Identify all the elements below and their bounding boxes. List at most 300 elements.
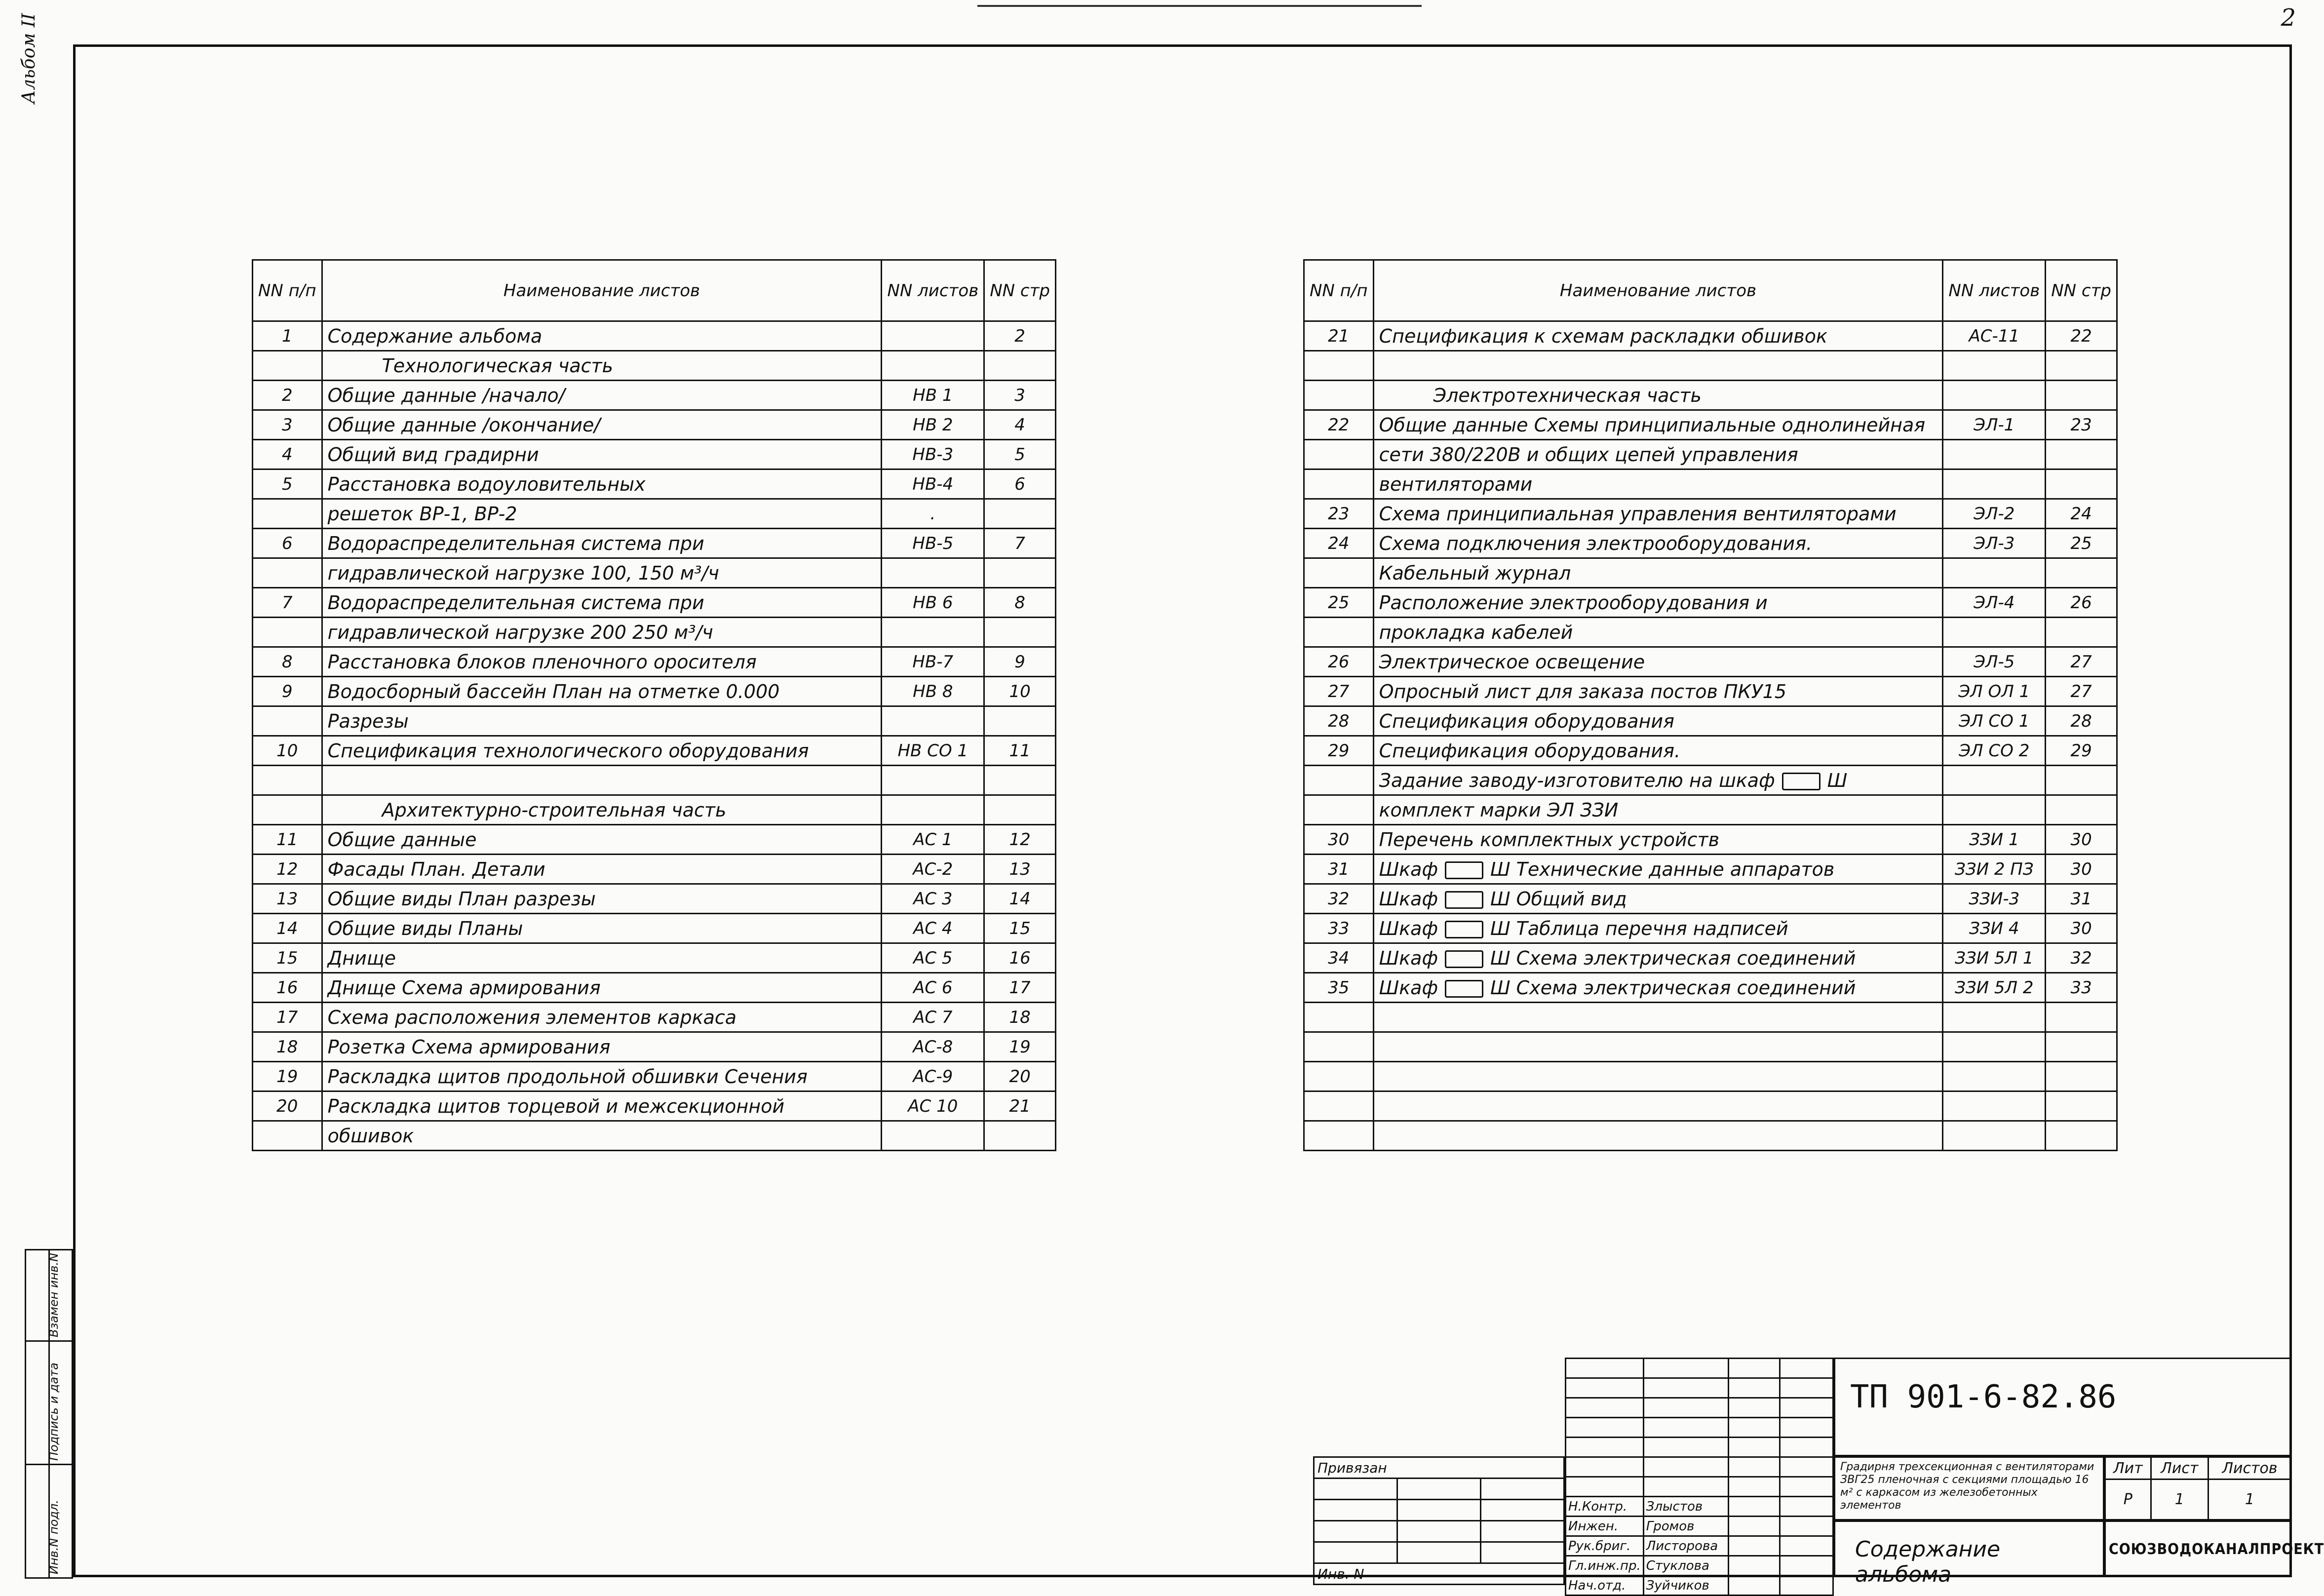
table-row: [1304, 706, 2117, 736]
row-page: 9: [984, 647, 1056, 677]
row-name: Спецификация оборудования.: [1373, 736, 1943, 766]
signature-cell: [1780, 1418, 1833, 1438]
table-row: [1304, 588, 2117, 618]
organization-name: СОЮЗВОДОКАНАЛПРОЕКТ: [2104, 1520, 2292, 1577]
row-sheet-code: [1943, 1121, 2046, 1151]
row-number: [1304, 1121, 1374, 1151]
signature-name: Громов: [1643, 1517, 1728, 1536]
row-number: 15: [253, 943, 322, 973]
table-row: [1304, 855, 2117, 884]
signature-name: Зуйчиков: [1643, 1576, 1728, 1596]
row-number: 25: [1304, 588, 1374, 618]
row-page: 8: [984, 588, 1056, 618]
row-page: 6: [984, 469, 1056, 499]
row-number: 24: [1304, 529, 1374, 558]
row-sheet-code: АС 4: [882, 914, 984, 943]
row-page: 30: [2046, 914, 2117, 943]
signature-cell: [1643, 1398, 1728, 1418]
contents-table-left: [252, 259, 1056, 1151]
row-page: 26: [2046, 588, 2117, 618]
row-name: Фасады План. Детали: [322, 855, 882, 884]
signature-row: [1566, 1457, 1833, 1477]
row-name: Водосборный бассейн План на отметке 0.000: [322, 677, 882, 706]
row-page: 4: [984, 410, 1056, 440]
row-sheet-code: [1943, 469, 2046, 499]
row-sheet-code: АС 5: [882, 943, 984, 973]
row-name: Раскладка щитов торцевой и межсекционной: [322, 1091, 882, 1121]
row-number: 21: [1304, 321, 1374, 351]
table-row: [253, 795, 1056, 825]
row-name: [1373, 1003, 1943, 1032]
row-name: гидравлической нагрузке 100, 150 м³/ч: [322, 558, 882, 588]
row-sheet-code: [1943, 1062, 2046, 1091]
row-sheet-code: НВ 2: [882, 410, 984, 440]
row-name: Шкаф Ш Технические данные аппаратов: [1373, 855, 1943, 884]
table-row: [1304, 795, 2117, 825]
row-sheet-code: НВ-7: [882, 647, 984, 677]
document-subtitle: Содержание альбома: [1834, 1520, 2104, 1577]
row-page: [984, 618, 1056, 647]
row-page: 2: [984, 321, 1056, 351]
header-num: NN п/п: [253, 260, 322, 321]
row-sheet-code: ЭЛ-1: [1943, 410, 2046, 440]
row-name: Розетка Схема армирования: [322, 1032, 882, 1062]
row-sheet-code: ЭЛ-5: [1943, 647, 2046, 677]
row-sheet-code: НВ-5: [882, 529, 984, 558]
row-number: 18: [253, 1032, 322, 1062]
signature-name: Стуклова: [1643, 1556, 1728, 1576]
row-number: 11: [253, 825, 322, 855]
row-name: [1373, 1091, 1943, 1121]
signature-cell: [1780, 1359, 1833, 1378]
row-page: [2046, 469, 2117, 499]
table-row: [1304, 766, 2117, 795]
row-number: [1304, 766, 1374, 795]
row-number: [1304, 381, 1374, 410]
row-name: [1373, 1062, 1943, 1091]
header-name: Наименование листов: [1373, 260, 1943, 321]
row-page: 30: [2046, 855, 2117, 884]
signature-cell: [1780, 1477, 1833, 1497]
row-number: 5: [253, 469, 322, 499]
row-sheet-code: [882, 706, 984, 736]
row-sheet-code: ЭЛ ОЛ 1: [1943, 677, 2046, 706]
header-num: NN п/п: [1304, 260, 1374, 321]
signature-row: [1566, 1497, 1833, 1517]
document-description: Градирня трехсекционная с вентиляторами ЗВГ25 пленочная с секциями площадью 16 м² с каркасом из железобетонных элементов: [1834, 1456, 2104, 1520]
table-row: [253, 529, 1056, 558]
table-row: [253, 351, 1056, 381]
table-row: [1304, 1091, 2117, 1121]
row-sheet-code: [1943, 440, 2046, 469]
row-name: Схема принципиальная управления вентиляторами: [1373, 499, 1943, 529]
row-name: Схема расположения элементов каркаса: [322, 1003, 882, 1032]
row-number: 34: [1304, 943, 1374, 973]
row-name: Общие данные /начало/: [322, 381, 882, 410]
row-number: 31: [1304, 855, 1374, 884]
row-sheet-code: ЭЛ СО 2: [1943, 736, 2046, 766]
signature-cell: [1780, 1398, 1833, 1418]
row-page: [2046, 351, 2117, 381]
table-row: [253, 469, 1056, 499]
header-pages: NN стр: [984, 260, 1056, 321]
row-number: 16: [253, 973, 322, 1003]
row-name: Схема подключения электрооборудования.: [1373, 529, 1943, 558]
signature-cell: [1780, 1378, 1833, 1398]
row-page: 27: [2046, 647, 2117, 677]
row-sheet-code: [1943, 1003, 2046, 1032]
table-row: [253, 914, 1056, 943]
row-number: 14: [253, 914, 322, 943]
row-number: [253, 558, 322, 588]
side-strip: [25, 1249, 73, 1577]
signature-cell: [1780, 1497, 1833, 1517]
table-row: [253, 381, 1056, 410]
row-page: 30: [2046, 825, 2117, 855]
table-row: [253, 766, 1056, 795]
row-sheet-code: ЭЛ-2: [1943, 499, 2046, 529]
row-page: 27: [2046, 677, 2117, 706]
row-name: Перечень комплектных устройств: [1373, 825, 1943, 855]
table-row: [1304, 1032, 2117, 1062]
row-name: Технологическая часть: [322, 351, 882, 381]
row-number: 19: [253, 1062, 322, 1091]
table-row: [1304, 1003, 2117, 1032]
side-cell-sign-date: Подпись и дата: [49, 1341, 73, 1465]
row-page: [2046, 558, 2117, 588]
row-sheet-code: АС-9: [882, 1062, 984, 1091]
signature-row: [1566, 1517, 1833, 1536]
sheet-label: Лист: [2151, 1457, 2208, 1479]
cabinet-box-symbol: [1445, 861, 1483, 879]
signature-cell: [1728, 1576, 1780, 1596]
row-page: [2046, 766, 2117, 795]
row-sheet-code: АС 7: [882, 1003, 984, 1032]
row-name: Спецификация технологического оборудования: [322, 736, 882, 766]
signature-cell: [1566, 1457, 1644, 1477]
row-name: Разрезы: [322, 706, 882, 736]
signature-role: Рук.бриг.: [1566, 1536, 1644, 1556]
signature-cell: [1728, 1378, 1780, 1398]
row-page: 22: [2046, 321, 2117, 351]
row-number: [1304, 618, 1374, 647]
header-sheets: NN листов: [1943, 260, 2046, 321]
row-sheet-code: АС 1: [882, 825, 984, 855]
side-cell: [26, 1465, 49, 1578]
row-name: Общие данные Схемы принципиальные однолинейная: [1373, 410, 1943, 440]
signature-row: [1566, 1556, 1833, 1576]
table-row: [253, 1062, 1056, 1091]
table-row: [1304, 884, 2117, 914]
row-page: [984, 558, 1056, 588]
table-row: [253, 588, 1056, 618]
table-header: [253, 260, 1056, 321]
table-row: [1304, 825, 2117, 855]
row-number: 3: [253, 410, 322, 440]
row-page: 5: [984, 440, 1056, 469]
table-row: [1304, 973, 2117, 1003]
row-page: [2046, 381, 2117, 410]
signature-cell: [1566, 1359, 1644, 1378]
row-page: [2046, 440, 2117, 469]
row-sheet-code: [882, 321, 984, 351]
row-page: 3: [984, 381, 1056, 410]
signature-row: [1566, 1438, 1833, 1457]
table-row: [1304, 321, 2117, 351]
row-page: [984, 1121, 1056, 1151]
row-page: [984, 795, 1056, 825]
table-row: [1304, 529, 2117, 558]
row-number: 32: [1304, 884, 1374, 914]
side-cell-inv-orig: Инв.N подл.: [49, 1465, 73, 1578]
row-name: Раскладка щитов продольной обшивки Сечения: [322, 1062, 882, 1091]
row-sheet-code: ЗЗИ-3: [1943, 884, 2046, 914]
table-row: [1304, 1121, 2117, 1151]
row-sheet-code: ЭЛ-4: [1943, 588, 2046, 618]
row-page: 18: [984, 1003, 1056, 1032]
row-name: [1373, 351, 1943, 381]
row-sheet-code: [1943, 1091, 2046, 1121]
row-name: гидравлической нагрузке 200 250 м³/ч: [322, 618, 882, 647]
row-number: 33: [1304, 914, 1374, 943]
table-row: [253, 973, 1056, 1003]
row-page: 20: [984, 1062, 1056, 1091]
row-number: 22: [1304, 410, 1374, 440]
signature-cell: [1728, 1418, 1780, 1438]
table-row: [253, 736, 1056, 766]
row-name: Шкаф Ш Схема электрическая соединений: [1373, 973, 1943, 1003]
document-code: ТП 901-6-82.86: [1834, 1358, 2292, 1456]
row-name: Опросный лист для заказа постов ПКУ15: [1373, 677, 1943, 706]
row-page: [984, 499, 1056, 529]
signature-name: Листорова: [1643, 1536, 1728, 1556]
row-sheet-code: .: [882, 499, 984, 529]
table-row: [253, 440, 1056, 469]
row-number: [1304, 795, 1374, 825]
table-row: [253, 618, 1056, 647]
signature-cell: [1780, 1536, 1833, 1556]
privyazan-block: [1313, 1456, 1565, 1582]
row-page: 25: [2046, 529, 2117, 558]
sheet-corner-number: 2: [2281, 4, 2296, 32]
table-row: [1304, 440, 2117, 469]
table-row: [253, 884, 1056, 914]
row-name: решеток ВР-1, ВР-2: [322, 499, 882, 529]
table-row: [1304, 736, 2117, 766]
row-name: [1373, 1032, 1943, 1062]
table-row: [1304, 381, 2117, 410]
signatures-grid: [1565, 1358, 1834, 1596]
row-number: 10: [253, 736, 322, 766]
row-name: Архитектурно-строительная часть: [322, 795, 882, 825]
signature-cell: [1780, 1576, 1833, 1596]
row-sheet-code: ЗЗИ 1: [1943, 825, 2046, 855]
row-page: [984, 351, 1056, 381]
row-number: [1304, 1062, 1374, 1091]
lit-value: Р: [2105, 1479, 2151, 1520]
table-row: [1304, 469, 2117, 499]
row-number: [1304, 469, 1374, 499]
row-number: [253, 499, 322, 529]
signature-cell: [1728, 1359, 1780, 1378]
table-row: [1304, 914, 2117, 943]
row-page: 19: [984, 1032, 1056, 1062]
top-edge-marks: [977, 0, 1422, 7]
row-sheet-code: [1943, 618, 2046, 647]
row-sheet-code: [882, 558, 984, 588]
signature-cell: [1566, 1477, 1644, 1497]
table-row: [253, 1091, 1056, 1121]
row-name: Расстановка водоуловительных: [322, 469, 882, 499]
row-number: [253, 795, 322, 825]
table-row: [1304, 677, 2117, 706]
signature-cell: [1780, 1556, 1833, 1576]
row-number: 27: [1304, 677, 1374, 706]
row-sheet-code: [1943, 351, 2046, 381]
signature-cell: [1780, 1438, 1833, 1457]
row-sheet-code: НВ 6: [882, 588, 984, 618]
row-name: вентиляторами: [1373, 469, 1943, 499]
signature-cell: [1643, 1457, 1728, 1477]
row-number: 7: [253, 588, 322, 618]
row-page: 33: [2046, 973, 2117, 1003]
row-name: комплект марки ЭЛ ЗЗИ: [1373, 795, 1943, 825]
row-sheet-code: НВ СО 1: [882, 736, 984, 766]
album-label: Альбом II: [19, 13, 39, 104]
signature-row: [1566, 1359, 1833, 1378]
table-row: [1304, 351, 2117, 381]
signature-role: Нач.отд.: [1566, 1576, 1644, 1596]
side-cell: [26, 1341, 49, 1465]
table-row: [253, 1003, 1056, 1032]
row-sheet-code: [1943, 1032, 2046, 1062]
row-number: 8: [253, 647, 322, 677]
row-name: Шкаф Ш Схема электрическая соединений: [1373, 943, 1943, 973]
row-page: 29: [2046, 736, 2117, 766]
signature-cell: [1728, 1438, 1780, 1457]
signature-cell: [1780, 1517, 1833, 1536]
signature-row: [1566, 1536, 1833, 1556]
signature-row: [1566, 1378, 1833, 1398]
row-number: [253, 618, 322, 647]
row-page: 7: [984, 529, 1056, 558]
row-sheet-code: ЭЛ СО 1: [1943, 706, 2046, 736]
header-pages: NN стр: [2046, 260, 2117, 321]
row-page: [2046, 1091, 2117, 1121]
row-name: сети 380/220В и общих цепей управления: [1373, 440, 1943, 469]
row-sheet-code: [882, 351, 984, 381]
signature-cell: [1643, 1418, 1728, 1438]
row-name: Общие данные /окончание/: [322, 410, 882, 440]
row-page: [2046, 1032, 2117, 1062]
row-sheet-code: ЗЗИ 5Л 2: [1943, 973, 2046, 1003]
header-sheets: NN листов: [882, 260, 984, 321]
row-sheet-code: АС 6: [882, 973, 984, 1003]
row-sheet-code: ЗЗИ 5Л 1: [1943, 943, 2046, 973]
row-number: [253, 351, 322, 381]
table-row: [1304, 410, 2117, 440]
row-number: 13: [253, 884, 322, 914]
row-number: [1304, 351, 1374, 381]
row-number: [1304, 440, 1374, 469]
row-sheet-code: [882, 618, 984, 647]
row-page: 23: [2046, 410, 2117, 440]
row-name: Общие виды Планы: [322, 914, 882, 943]
row-page: 11: [984, 736, 1056, 766]
signature-role: Инжен.: [1566, 1517, 1644, 1536]
row-name: Общий вид градирни: [322, 440, 882, 469]
row-sheet-code: АС-8: [882, 1032, 984, 1062]
row-sheet-code: [1943, 766, 2046, 795]
row-number: [1304, 1091, 1374, 1121]
sheet-info-grid: [2104, 1456, 2292, 1520]
row-number: [1304, 1032, 1374, 1062]
row-number: 2: [253, 381, 322, 410]
row-number: 1: [253, 321, 322, 351]
signature-cell: [1728, 1477, 1780, 1497]
signature-row: [1566, 1576, 1833, 1596]
signature-role: Н.Контр.: [1566, 1497, 1644, 1517]
row-name: Электротехническая часть: [1373, 381, 1943, 410]
signature-row: [1566, 1418, 1833, 1438]
row-page: 12: [984, 825, 1056, 855]
row-sheet-code: [882, 795, 984, 825]
privyazan-label: Привязан: [1314, 1457, 1564, 1479]
row-page: 13: [984, 855, 1056, 884]
row-number: [1304, 558, 1374, 588]
signature-row: [1566, 1477, 1833, 1497]
table-row: [253, 647, 1056, 677]
row-name: Задание заводу-изготовителю на шкаф Ш: [1373, 766, 1943, 795]
signature-cell: [1728, 1556, 1780, 1576]
row-sheet-code: НВ-4: [882, 469, 984, 499]
signature-cell: [1566, 1438, 1644, 1457]
row-page: [2046, 795, 2117, 825]
row-sheet-code: [1943, 558, 2046, 588]
row-number: 29: [1304, 736, 1374, 766]
table-row: [253, 558, 1056, 588]
row-page: [2046, 1003, 2117, 1032]
row-sheet-code: [1943, 381, 2046, 410]
signature-cell: [1566, 1398, 1644, 1418]
lit-label: Лит: [2105, 1457, 2151, 1479]
row-sheet-code: [1943, 795, 2046, 825]
row-page: [2046, 618, 2117, 647]
table-row: [1304, 1062, 2117, 1091]
row-number: [253, 1121, 322, 1151]
row-sheet-code: НВ 1: [882, 381, 984, 410]
signature-cell: [1728, 1497, 1780, 1517]
table-row: [1304, 943, 2117, 973]
row-name: Шкаф Ш Таблица перечня надписей: [1373, 914, 1943, 943]
row-name: [1373, 1121, 1943, 1151]
signature-role: Гл.инж.пр.: [1566, 1556, 1644, 1576]
row-name: Общие данные: [322, 825, 882, 855]
row-name: [322, 766, 882, 795]
row-page: 31: [2046, 884, 2117, 914]
table-row: [1304, 618, 2117, 647]
row-sheet-code: АС-2: [882, 855, 984, 884]
side-cell-replaces: Взамен инв.N: [49, 1250, 73, 1341]
table-row: [253, 1121, 1056, 1151]
table-row: [1304, 499, 2117, 529]
row-name: Общие виды План разрезы: [322, 884, 882, 914]
signature-cell: [1728, 1398, 1780, 1418]
row-sheet-code: АС 3: [882, 884, 984, 914]
row-sheet-code: АС 10: [882, 1091, 984, 1121]
row-number: 4: [253, 440, 322, 469]
row-page: 28: [2046, 706, 2117, 736]
